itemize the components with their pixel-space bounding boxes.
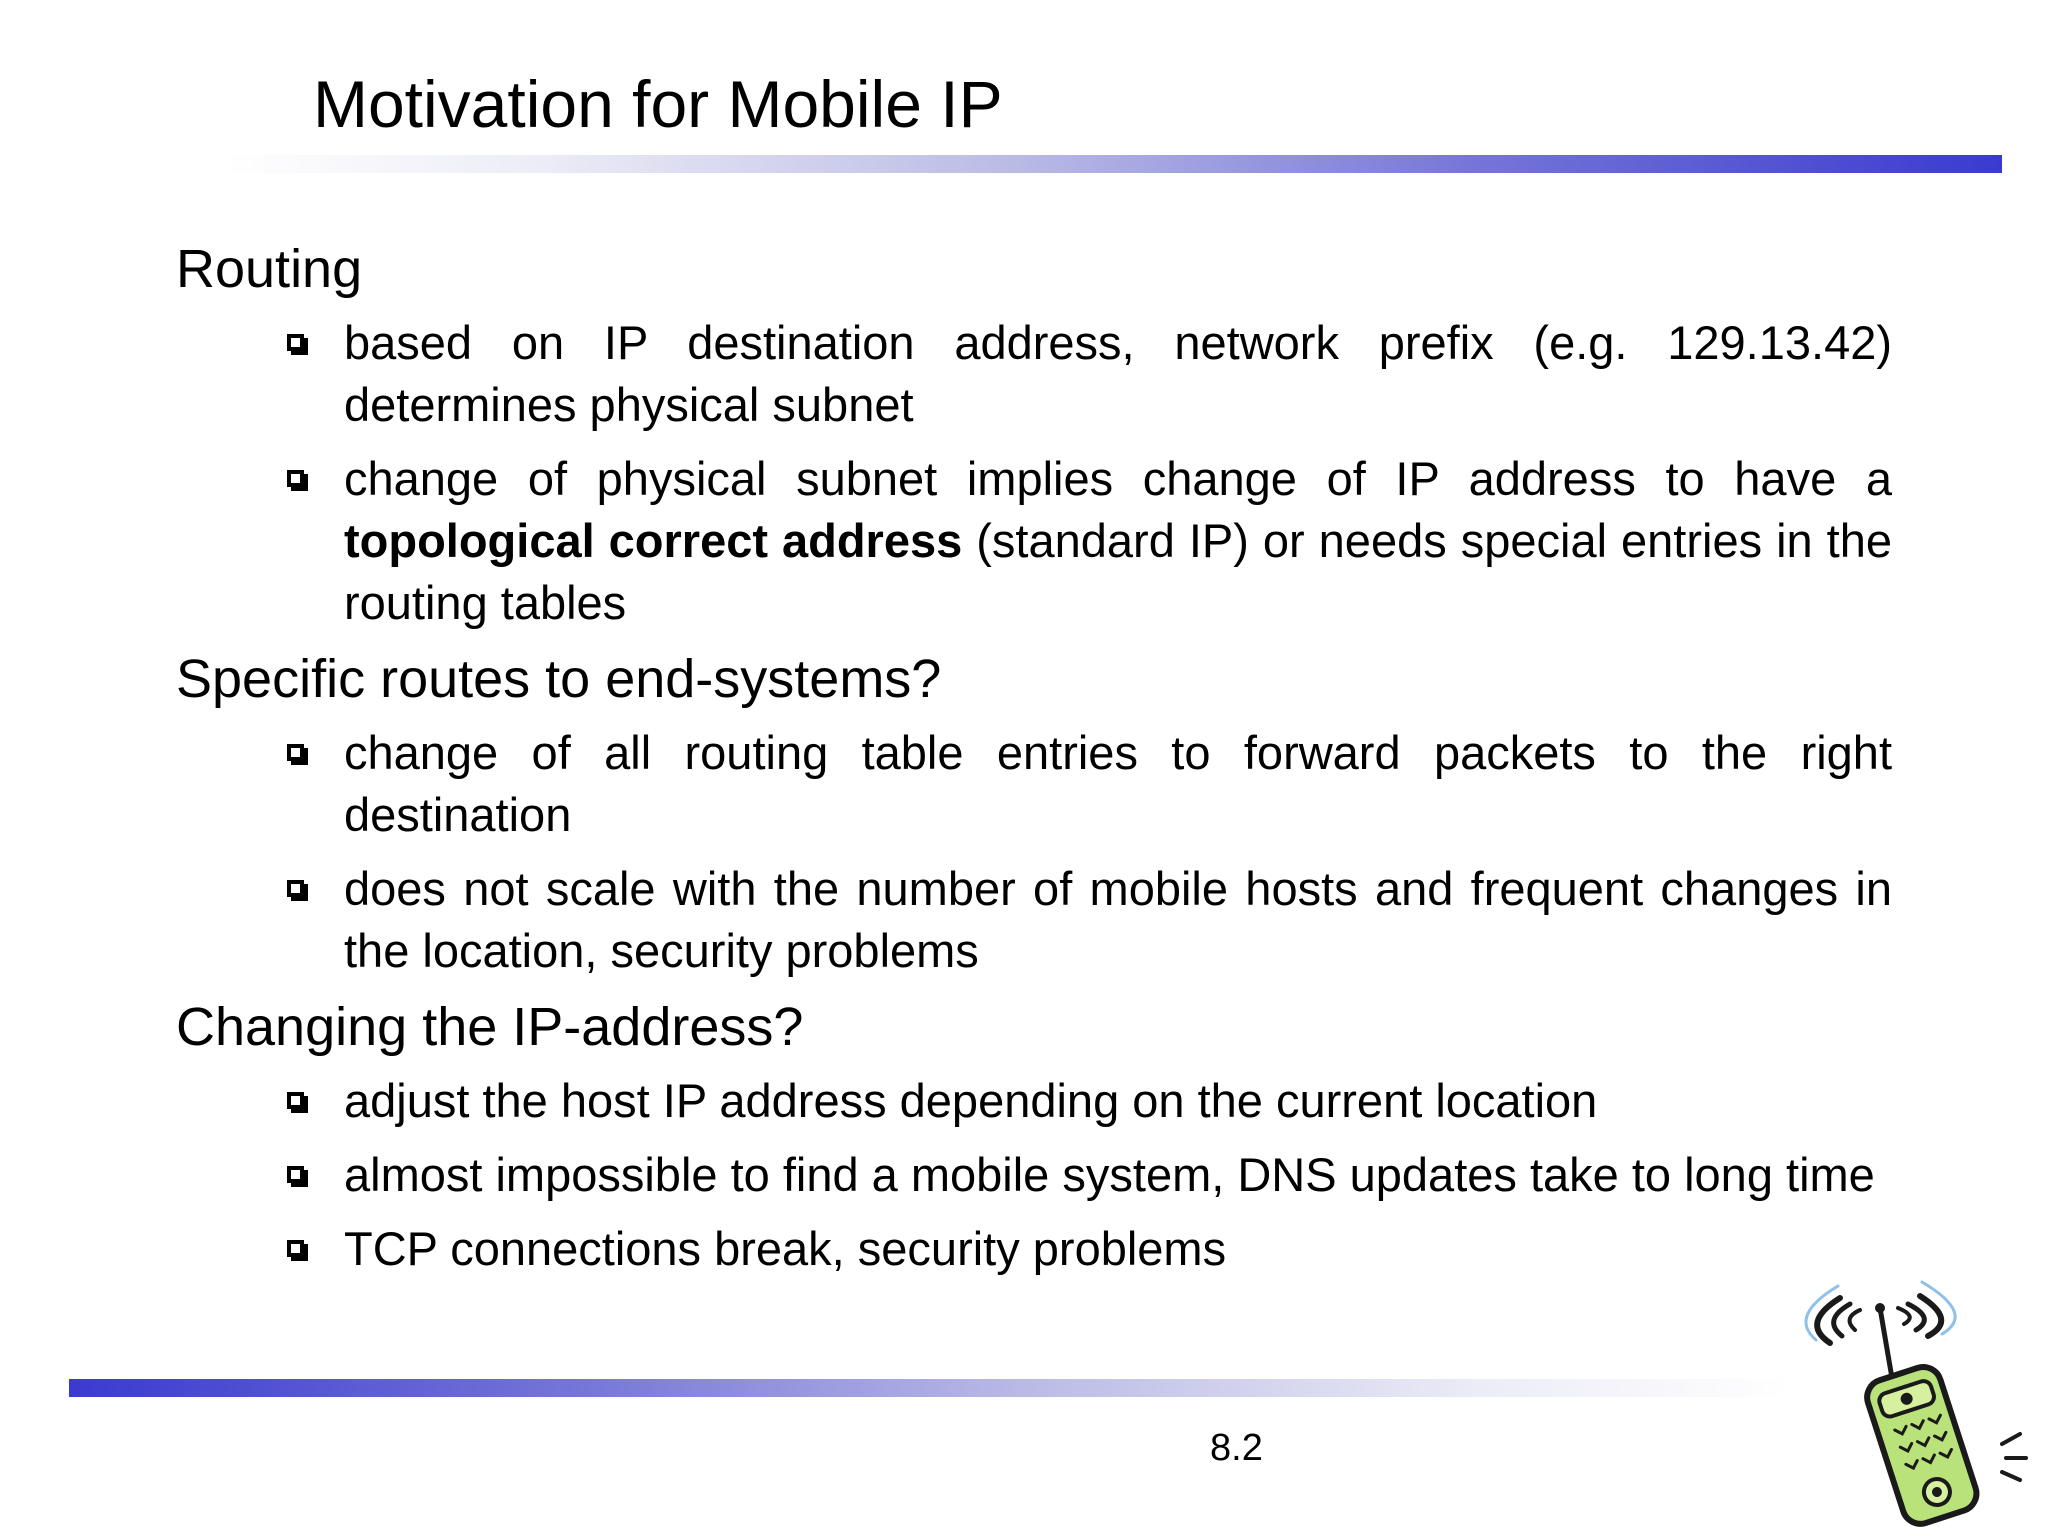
list-item	[176, 1144, 1892, 1206]
bullet-text: does not scale with the number of mobile hosts and frequent changes in the location, security problems	[344, 862, 1892, 977]
section-heading: Specific routes to end-systems?	[176, 649, 942, 709]
list-item	[176, 1218, 1892, 1280]
list-item	[176, 722, 1892, 846]
page-number: 8.2	[1210, 1427, 1263, 1469]
bullet-text: change of all routing table entries to forward packets to the right destination	[344, 726, 1892, 841]
bullet-text: based on IP destination address, network prefix (e.g. 129.13.42) determines physical subnet	[344, 316, 1892, 431]
bullet-text: TCP connections break, security problems	[344, 1222, 1227, 1275]
footer-bar	[69, 1379, 1789, 1397]
slide-content	[176, 236, 1892, 1292]
square-bullet-icon	[287, 334, 304, 351]
mobile-phone-signal-icon	[1780, 1268, 2040, 1532]
section-routing	[176, 236, 1892, 634]
bullet-text-end: (standard IP) or needs special entries in the routing tables	[344, 514, 1892, 629]
section-heading: Changing the IP-address?	[176, 997, 804, 1057]
list-item	[176, 312, 1892, 436]
square-bullet-icon	[287, 1092, 304, 1109]
square-bullet-icon	[287, 880, 304, 897]
list-item	[176, 448, 1892, 634]
section-specific-routes	[176, 646, 1892, 982]
section-changing-ip	[176, 994, 1892, 1280]
section-heading: Routing	[176, 239, 363, 299]
title-underline-bar	[225, 155, 2002, 173]
square-bullet-icon	[287, 744, 304, 761]
bullet-text: adjust the host IP address depending on the current location	[344, 1074, 1598, 1127]
bullet-text: almost impossible to find a mobile system, DNS updates take to long time	[344, 1148, 1875, 1201]
list-item	[176, 1070, 1892, 1132]
bullet-text-start: change of physical subnet implies change of IP address to have a	[344, 452, 1892, 505]
slide-title: Motivation for Mobile IP	[313, 67, 1003, 141]
square-bullet-icon	[287, 1166, 304, 1183]
list-item	[176, 858, 1892, 982]
square-bullet-icon	[287, 1240, 304, 1257]
bullet-text-bold: topological correct address	[344, 514, 963, 567]
square-bullet-icon	[287, 470, 304, 487]
